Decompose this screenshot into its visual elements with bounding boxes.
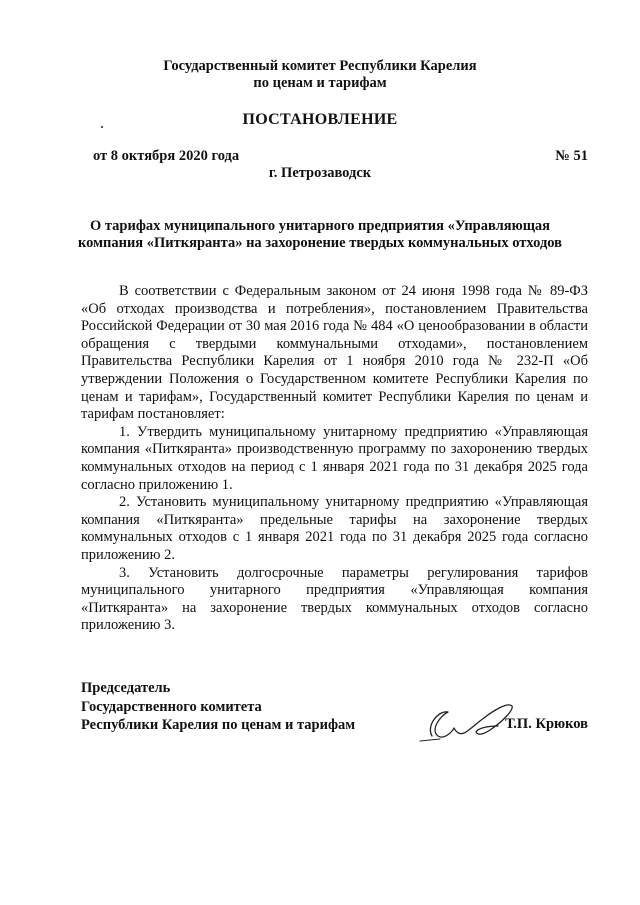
organization-name-continued: по ценам и тарифам: [253, 75, 387, 91]
document-number: № 51: [555, 148, 588, 164]
handwritten-signature: [418, 696, 518, 744]
resolution-item-1: 1. Утвердить муниципальному унитарному предприятию «Управляющая компания «Питкяранта» производственную программу по захоронению твердых коммунальных отходов на период с 1 января 2021 года по 31 декабря 2025 года согласно приложению 1.: [81, 423, 588, 493]
signatory-title-line3: Республики Карелия по ценам и тарифам: [81, 717, 356, 733]
document-date: от 8 октября 2020 года: [93, 148, 240, 164]
signatory-title-line1: Председатель: [81, 680, 171, 696]
signatory-name: Т.П. Крюков: [505, 716, 588, 732]
signatory-title-line2: Государственного комитета: [81, 698, 262, 715]
document-type: ПОСТАНОВЛЕНИЕ: [242, 111, 398, 128]
organization-name: Государственный комитет Республики Карелия: [163, 58, 477, 74]
resolution-item-2: 2. Установить муниципальному унитарному предприятию «Управляющая компания «Питкяранта» предельные тарифы на захоронение твердых коммунальных отходов с 1 января 2021 года по 31 декабря 2025 года согласно приложению 2.: [81, 494, 588, 563]
scan-mark: [101, 126, 103, 128]
document-title: О тарифах муниципального унитарного предприятия «Управляющая компания «Питкяранта» на захоронение твердых коммунальных отходов: [77, 218, 562, 251]
document-city: г. Петрозаводск: [268, 165, 372, 181]
signatory-block: [81, 679, 355, 735]
resolution-item-3: 3. Установить долгосрочные параметры регулирования тарифов муниципального унитарного предприятия «Управляющая компания «Питкяранта» на захоронение твердых коммунальных отходов согласно приложению 3.: [81, 564, 588, 634]
document-body: [81, 283, 588, 635]
preamble-paragraph: В соответствии с Федеральным законом от 24 июня 1998 года № 89-ФЗ «Об отходах производства и потребления», постановлением Правительства Российской Федерации от 30 мая 2016 года № 484 «О ценообразовании в области обращения с твердыми коммунальными отходами», постановлением Правительства Республики Карелия от 1 ноября 2010 года № 232-П «Об утверждении Положения о Государственном комитете Республики Карелия по ценам и тарифам», Государственный комитет Республики Карелия по ценам и тарифам постановляет:: [81, 283, 588, 423]
